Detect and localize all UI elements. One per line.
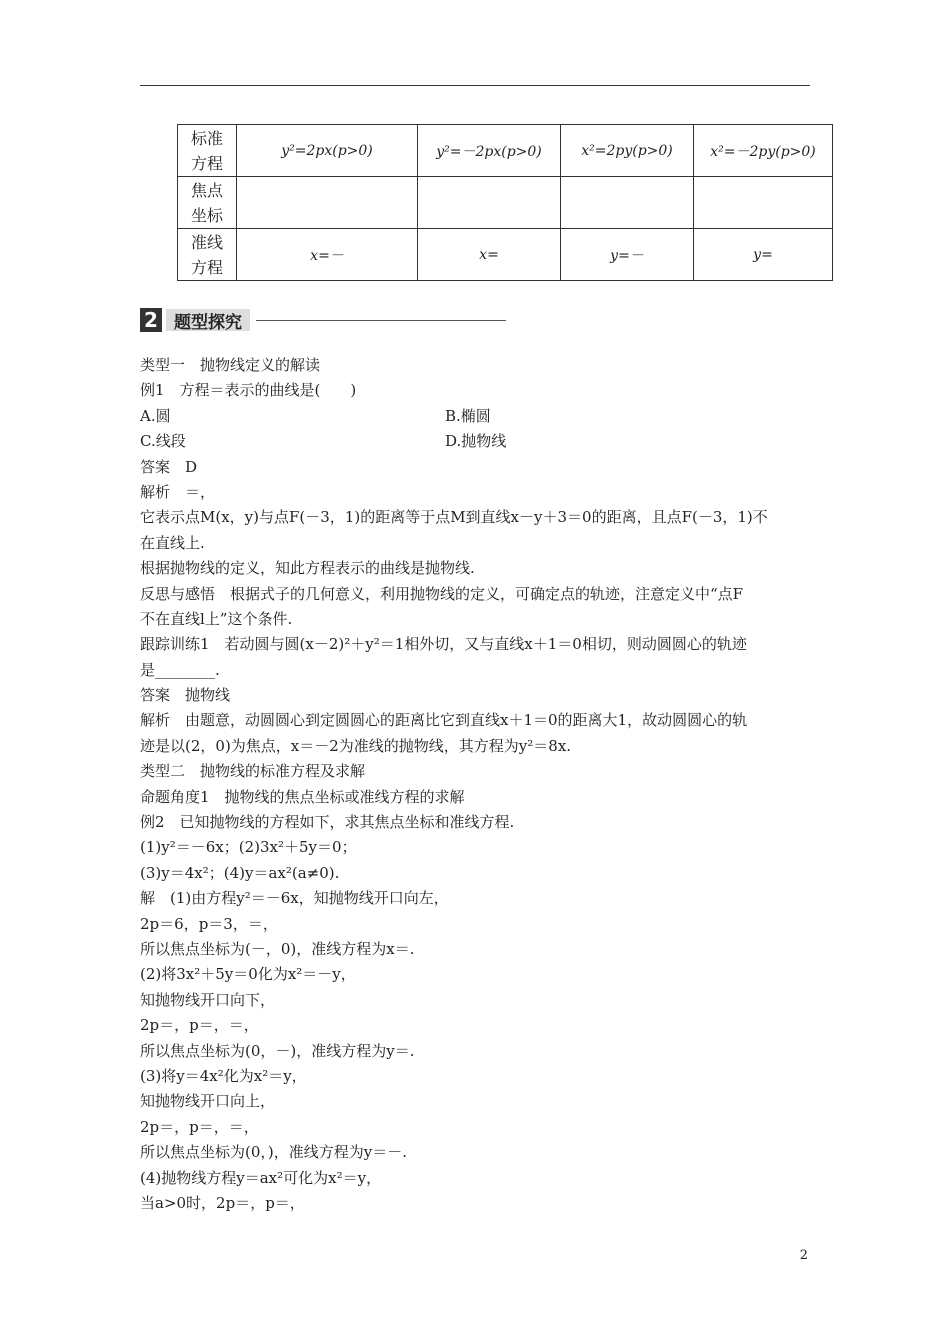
text-line: 例2 已知抛物线的方程如下，求其焦点坐标和准线方程. [140,813,515,832]
parabola-standard-table [177,124,833,281]
text-line: 在直线上. [140,533,205,552]
section-title: 题型探究 [166,309,250,331]
option-right: D.抛物线 [445,432,507,451]
option-left: A.圆 [140,406,171,425]
row-header: 焦点 坐标 [178,177,237,229]
text-line: 是________. [140,660,220,679]
text-line: 反思与感悟 根据式子的几何意义，利用抛物线的定义，可确定点的轨迹，注意定义中“点F [140,584,744,603]
row-header: 标准 方程 [178,125,237,177]
text-line: 知抛物线开口向下， [140,990,276,1009]
table-cell: y²=2px(p>0) [237,125,418,177]
table-cell [694,177,833,229]
text-line: (3)将y＝4x²化为x²＝y， [140,1066,307,1085]
header-rule [140,85,810,86]
table-row [178,229,833,281]
text-line: 解析 由题意，动圆圆心到定圆圆心的距离比它到直线x＋1＝0的距离大1，故动圆圆心的轨 [140,711,748,730]
text-line: 类型一 抛物线定义的解读 [140,356,321,374]
table-cell [561,177,694,229]
page-number: 2 [799,1248,808,1263]
table-cell: y²=－2px(p>0) [418,125,561,177]
option-row [140,404,812,429]
text-line: 所以焦点坐标为(0，)，准线方程为y＝－. [140,1143,407,1162]
text-line: 解 (1)由方程y²＝－6x，知抛物线开口向左， [140,889,449,908]
text-line: 根据抛物线的定义，知此方程表示的曲线是抛物线. [140,559,475,578]
text-line: 类型二 抛物线的标准方程及求解 [140,762,366,781]
text-line: 迹是以(2，0)为焦点，x＝－2为准线的抛物线，其方程为y²＝8x. [140,736,572,755]
text-line: (2)将3x²＋5y＝0化为x²＝－y， [140,965,356,984]
text-line: 跟踪训练1 若动圆与圆(x－2)²＋y²＝1相外切，又与直线x＋1＝0相切，则动圆圆心的轨迹 [140,635,747,654]
text-line: 2p＝，p＝，＝， [140,1117,259,1136]
table-cell: y=－ [561,229,694,281]
table-cell: y= [694,229,833,281]
text-line: 命题角度1 抛物线的焦点坐标或准线方程的求解 [140,787,465,806]
text-line: 答案 抛物线 [140,686,231,705]
text-line: (3)y＝4x²；(4)y＝ax²(a≠0). [140,863,340,882]
table-row [178,125,833,177]
text-line: 例1 方程＝表示的曲线是( ) [140,381,357,400]
row-header: 准线 方程 [178,229,237,281]
text-line: 知抛物线开口向上， [140,1092,276,1111]
text-line: 解析 ＝， [140,482,216,501]
table-row [178,177,833,229]
table-cell [418,177,561,229]
text-line: 所以焦点坐标为(－，0)，准线方程为x＝. [140,939,415,958]
table-cell: x²=2py(p>0) [561,125,694,177]
text-line: (4)抛物线方程y＝ax²可化为x²＝y， [140,1168,382,1187]
table-cell [237,177,418,229]
option-right: B.椭圆 [445,406,491,425]
text-line: 当a>0时，2p＝，p＝， [140,1193,305,1212]
section-divider [256,320,506,321]
body-text [140,353,812,1216]
option-row [140,429,812,454]
text-line: 它表示点M(x，y)与点F(－3，1)的距离等于点M到直线x－y＋3＝0的距离，且点F(－3，1)不 [140,508,768,527]
table-cell: x= [418,229,561,281]
text-line: 2p＝6，p＝3，＝， [140,914,278,933]
text-line: 答案 D [140,457,198,476]
option-left: C.线段 [140,432,186,451]
text-line: 不在直线l上”这个条件. [140,609,293,628]
table-cell: x²=－2py(p>0) [694,125,833,177]
section-header [140,308,506,332]
text-line: (1)y²＝－6x；(2)3x²＋5y＝0； [140,838,357,857]
table-cell: x=－ [237,229,418,281]
text-line: 所以焦点坐标为(0，－)，准线方程为y＝. [140,1041,415,1060]
text-line: 2p＝，p＝，＝， [140,1016,259,1035]
section-number: 2 [140,308,162,332]
